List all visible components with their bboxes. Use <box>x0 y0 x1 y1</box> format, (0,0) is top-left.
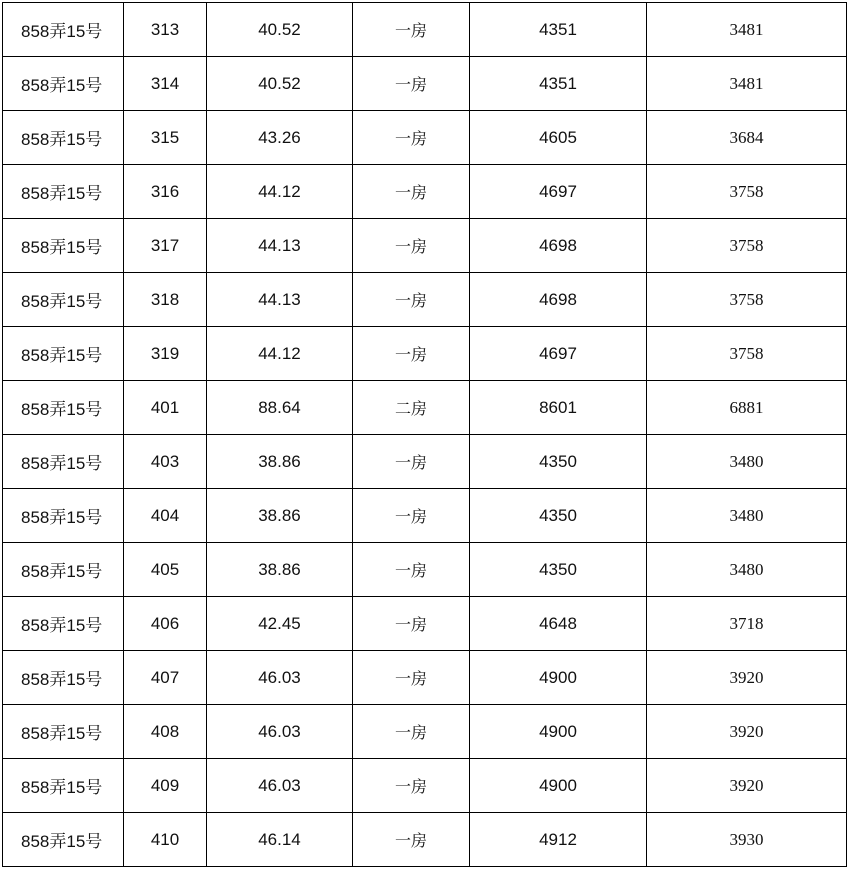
building-cell: 858弄15号 <box>3 651 124 705</box>
unit-type-cell: 一房 <box>353 597 470 651</box>
unit-type-cell: 二房 <box>353 381 470 435</box>
discounted-rent-cell: 3920 <box>647 759 847 813</box>
discounted-rent-cell: 3920 <box>647 651 847 705</box>
building-cell: 858弄15号 <box>3 327 124 381</box>
building-cell: 858弄15号 <box>3 219 124 273</box>
discounted-rent-cell: 3480 <box>647 435 847 489</box>
table-row <box>3 705 847 759</box>
unit-type-cell: 一房 <box>353 3 470 57</box>
rent-cell: 4350 <box>470 489 647 543</box>
rent-cell: 4605 <box>470 111 647 165</box>
area-cell: 88.64 <box>207 381 353 435</box>
discounted-rent-cell: 3930 <box>647 813 847 867</box>
table-row <box>3 543 847 597</box>
unit-type-cell: 一房 <box>353 219 470 273</box>
discounted-rent-cell: 3481 <box>647 57 847 111</box>
rent-cell: 4351 <box>470 57 647 111</box>
room-number-cell: 403 <box>124 435 207 489</box>
table-row <box>3 813 847 867</box>
table-row <box>3 165 847 219</box>
area-cell: 43.26 <box>207 111 353 165</box>
room-number-cell: 313 <box>124 3 207 57</box>
room-number-cell: 315 <box>124 111 207 165</box>
discounted-rent-cell: 3920 <box>647 705 847 759</box>
table-row <box>3 759 847 813</box>
area-cell: 38.86 <box>207 543 353 597</box>
table-row <box>3 327 847 381</box>
area-cell: 46.14 <box>207 813 353 867</box>
rent-cell: 4900 <box>470 705 647 759</box>
discounted-rent-cell: 3758 <box>647 273 847 327</box>
table-row <box>3 381 847 435</box>
area-cell: 40.52 <box>207 57 353 111</box>
table-row <box>3 435 847 489</box>
unit-type-cell: 一房 <box>353 165 470 219</box>
listing-table-body <box>3 3 847 867</box>
area-cell: 46.03 <box>207 651 353 705</box>
unit-type-cell: 一房 <box>353 435 470 489</box>
table-row <box>3 489 847 543</box>
unit-type-cell: 一房 <box>353 111 470 165</box>
room-number-cell: 405 <box>124 543 207 597</box>
area-cell: 44.12 <box>207 327 353 381</box>
building-cell: 858弄15号 <box>3 165 124 219</box>
rent-cell: 4350 <box>470 543 647 597</box>
rent-cell: 4697 <box>470 165 647 219</box>
building-cell: 858弄15号 <box>3 543 124 597</box>
room-number-cell: 406 <box>124 597 207 651</box>
rent-cell: 4648 <box>470 597 647 651</box>
table-row <box>3 3 847 57</box>
building-cell: 858弄15号 <box>3 435 124 489</box>
unit-type-cell: 一房 <box>353 273 470 327</box>
rent-cell: 4698 <box>470 273 647 327</box>
unit-type-cell: 一房 <box>353 759 470 813</box>
building-cell: 858弄15号 <box>3 111 124 165</box>
building-cell: 858弄15号 <box>3 759 124 813</box>
rent-cell: 4351 <box>470 3 647 57</box>
area-cell: 44.12 <box>207 165 353 219</box>
building-cell: 858弄15号 <box>3 381 124 435</box>
discounted-rent-cell: 3480 <box>647 489 847 543</box>
table-row <box>3 597 847 651</box>
room-number-cell: 317 <box>124 219 207 273</box>
listing-table <box>2 2 847 867</box>
room-number-cell: 318 <box>124 273 207 327</box>
area-cell: 38.86 <box>207 435 353 489</box>
room-number-cell: 316 <box>124 165 207 219</box>
discounted-rent-cell: 3718 <box>647 597 847 651</box>
room-number-cell: 407 <box>124 651 207 705</box>
building-cell: 858弄15号 <box>3 489 124 543</box>
unit-type-cell: 一房 <box>353 651 470 705</box>
rent-cell: 4912 <box>470 813 647 867</box>
building-cell: 858弄15号 <box>3 597 124 651</box>
area-cell: 46.03 <box>207 759 353 813</box>
rent-cell: 4698 <box>470 219 647 273</box>
table-row <box>3 651 847 705</box>
room-number-cell: 314 <box>124 57 207 111</box>
table-row <box>3 57 847 111</box>
discounted-rent-cell: 3684 <box>647 111 847 165</box>
unit-type-cell: 一房 <box>353 813 470 867</box>
building-cell: 858弄15号 <box>3 3 124 57</box>
rent-cell: 4900 <box>470 651 647 705</box>
area-cell: 46.03 <box>207 705 353 759</box>
discounted-rent-cell: 3758 <box>647 219 847 273</box>
room-number-cell: 410 <box>124 813 207 867</box>
discounted-rent-cell: 3481 <box>647 3 847 57</box>
unit-type-cell: 一房 <box>353 705 470 759</box>
unit-type-cell: 一房 <box>353 327 470 381</box>
room-number-cell: 401 <box>124 381 207 435</box>
rent-cell: 4900 <box>470 759 647 813</box>
unit-type-cell: 一房 <box>353 57 470 111</box>
area-cell: 44.13 <box>207 219 353 273</box>
area-cell: 40.52 <box>207 3 353 57</box>
table-row <box>3 111 847 165</box>
table-row <box>3 219 847 273</box>
room-number-cell: 409 <box>124 759 207 813</box>
building-cell: 858弄15号 <box>3 705 124 759</box>
area-cell: 44.13 <box>207 273 353 327</box>
rent-cell: 8601 <box>470 381 647 435</box>
rent-cell: 4350 <box>470 435 647 489</box>
discounted-rent-cell: 3758 <box>647 327 847 381</box>
area-cell: 42.45 <box>207 597 353 651</box>
building-cell: 858弄15号 <box>3 273 124 327</box>
area-cell: 38.86 <box>207 489 353 543</box>
room-number-cell: 404 <box>124 489 207 543</box>
room-number-cell: 319 <box>124 327 207 381</box>
building-cell: 858弄15号 <box>3 813 124 867</box>
unit-type-cell: 一房 <box>353 489 470 543</box>
rent-cell: 4697 <box>470 327 647 381</box>
discounted-rent-cell: 3758 <box>647 165 847 219</box>
room-number-cell: 408 <box>124 705 207 759</box>
unit-type-cell: 一房 <box>353 543 470 597</box>
building-cell: 858弄15号 <box>3 57 124 111</box>
table-row <box>3 273 847 327</box>
discounted-rent-cell: 6881 <box>647 381 847 435</box>
discounted-rent-cell: 3480 <box>647 543 847 597</box>
